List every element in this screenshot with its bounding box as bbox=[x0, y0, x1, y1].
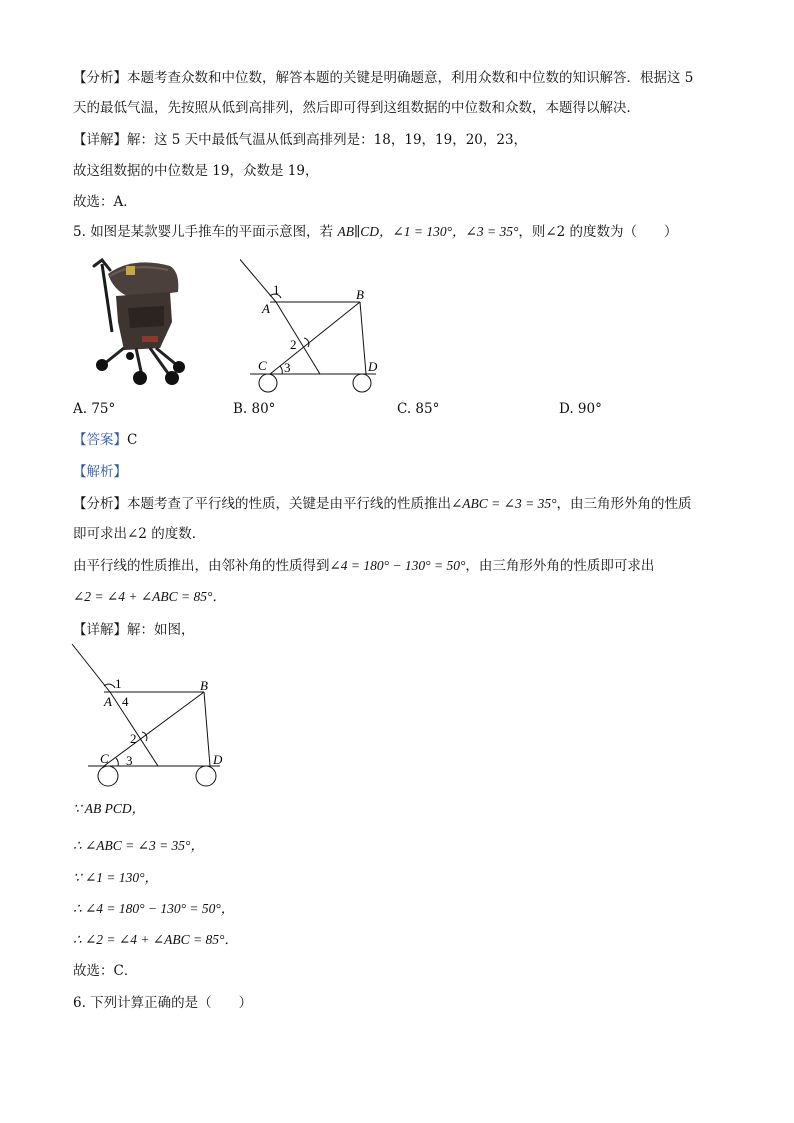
label-a: A bbox=[262, 301, 270, 316]
question-number: 5. bbox=[73, 224, 86, 240]
detail-q5-intro: 【详解】解：如图， bbox=[73, 622, 195, 638]
stroller-photo bbox=[80, 252, 190, 387]
segment-bd bbox=[360, 302, 366, 374]
analysis-q5-line4: ∠2 = ∠4 + ∠ABC = 85°． bbox=[73, 589, 226, 604]
wheel-left bbox=[98, 766, 118, 786]
label-b: B bbox=[356, 287, 364, 302]
wheel-left bbox=[259, 374, 277, 392]
question-number: 6. bbox=[73, 995, 86, 1011]
analysis-q4-line2: 天的最低气温，先按照从低到高排列，然后即可得到这组数据的中位数和众数，本题得以解决． bbox=[73, 100, 640, 116]
label-b: B bbox=[200, 678, 208, 693]
label-3: 3 bbox=[126, 753, 133, 768]
answer-value: C bbox=[127, 432, 138, 448]
label-4: 4 bbox=[122, 694, 129, 709]
label-2: 2 bbox=[290, 337, 297, 352]
option-c: C. 85° bbox=[397, 401, 440, 417]
answer-tag: 【答案】 bbox=[73, 432, 127, 448]
step-4: ∴ ∠4 = 180° − 130° = 50°， bbox=[73, 901, 235, 916]
analysis-q5-line2: 即可求出∠2 的度数． bbox=[73, 526, 206, 542]
segment-a-leg bbox=[276, 302, 320, 374]
answer-line bbox=[73, 430, 137, 450]
label-1: 1 bbox=[273, 282, 280, 297]
option-b: B. 80° bbox=[233, 401, 276, 417]
label-d: D bbox=[368, 359, 378, 374]
detail-tag: 【详解】 bbox=[73, 132, 127, 148]
label-a: A bbox=[104, 694, 112, 709]
label-3: 3 bbox=[284, 360, 291, 375]
analysis-tag: 【分析】 bbox=[73, 70, 127, 86]
label-d: D bbox=[213, 752, 223, 767]
question-condition: AB∥CD，∠1 = 130°，∠3 = 35° bbox=[337, 224, 519, 239]
analysis-q4-line1: 【分析】本题考查众数和中位数，解答本题的关键是明确题意，利用众数和中位数的知识解答．根据这 5 bbox=[73, 70, 694, 86]
analysis-q5-line3: 由平行线的性质推出，由邻补角的性质得到∠4 = 180° − 130° = 50°，由三角形外角的性质即可求出 bbox=[73, 558, 655, 574]
step-5: ∴ ∠2 = ∠4 + ∠ABC = 85°． bbox=[73, 932, 238, 947]
label-c: C bbox=[100, 751, 109, 766]
geometry-figure-solution bbox=[70, 642, 230, 792]
geometry-figure-question bbox=[240, 250, 390, 395]
option-d: D. 90° bbox=[559, 401, 602, 417]
solution-tag: 【解析】 bbox=[73, 464, 127, 480]
detail-q4-line1: 【详解】解：这 5 天中最低气温从低到高排列是：18，19，19，20，23， bbox=[73, 132, 528, 148]
detail-q4-line3: 故选：A． bbox=[73, 194, 137, 210]
question-6-stem: 6. 下列计算正确的是（ ） bbox=[73, 995, 253, 1011]
step-2: ∴ ∠ABC = ∠3 = 35°， bbox=[73, 838, 204, 853]
step-3: ∵ ∠1 = 130°， bbox=[73, 870, 159, 885]
detail-q4-line2: 故这组数据的中位数是 19，众数是 19， bbox=[73, 163, 319, 179]
wheel-right bbox=[353, 374, 371, 392]
wheel-right bbox=[196, 766, 216, 786]
line-extension-a bbox=[240, 250, 276, 302]
label-1: 1 bbox=[115, 676, 122, 691]
label-c: C bbox=[258, 358, 267, 373]
conclusion-q5: 故选：C． bbox=[73, 963, 138, 979]
question-5-stem: 5. 如图是某款婴儿手推车的平面示意图，若 AB∥CD，∠1 = 130°，∠3 = 35°，则∠2 的度数为（ ） bbox=[73, 224, 678, 240]
step-1: ∵ AB PCD， bbox=[73, 801, 146, 816]
option-a: A. 75° bbox=[73, 401, 116, 417]
label-2: 2 bbox=[130, 731, 137, 746]
analysis-q5-line1: 【分析】本题考查了平行线的性质，关键是由平行线的性质推出∠ABC = ∠3 = 35°，由三角形外角的性质 bbox=[73, 496, 692, 512]
